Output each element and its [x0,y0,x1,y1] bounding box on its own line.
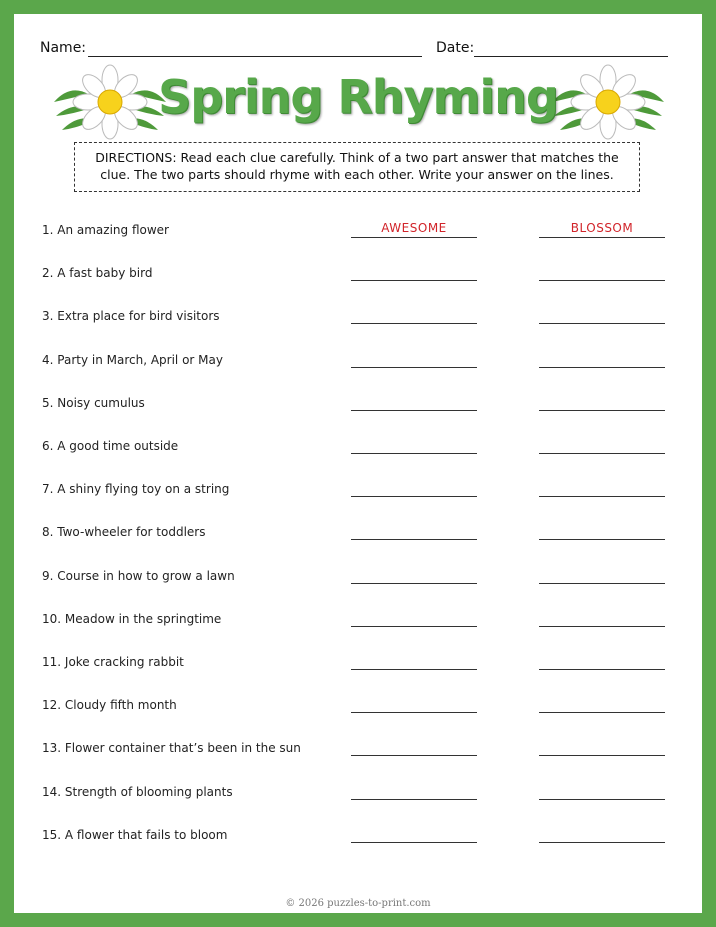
clue-row [42,435,682,459]
name-date-line [40,40,670,62]
clue-row [42,521,682,545]
clue-row [42,824,682,848]
answer-part-1-field[interactable] [351,737,477,756]
answer-part-1-field[interactable] [351,694,477,713]
clue-row [42,262,682,286]
page-title: Spring Rhyming [158,70,558,124]
clue-row [42,737,682,761]
answer-part-2-field[interactable] [539,608,665,627]
clue-text: 12. Cloudy fifth month [42,698,177,713]
answer-part-1-field[interactable] [351,608,477,627]
answer-part-1-field[interactable] [351,521,477,540]
clue-text: 1. An amazing flower [42,223,169,237]
clue-text: 13. Flower container that’s been in the sun [42,741,301,756]
clue-text: 5. Noisy cumulus [42,395,145,410]
clue-text: 9. Course in how to grow a lawn [42,568,235,583]
answer-part-2-field[interactable] [539,824,665,843]
clue-row [42,565,682,589]
clue-text: 4. Party in March, April or May [42,352,223,367]
answer-part-1-field[interactable] [351,435,477,454]
worksheet-page [14,14,702,913]
answer-part-2-field[interactable] [539,349,665,368]
clue-text: 11. Joke cracking rabbit [42,655,184,669]
clue-text: 10. Meadow in the springtime [42,611,222,626]
clue-text: 3. Extra place for bird visitors [42,309,220,324]
clue-row [42,608,682,632]
clue-text: 2. A fast baby bird [42,266,153,281]
answer-part-1-field[interactable] [351,349,477,368]
clue-row [42,694,682,718]
clue-text: 14. Strength of blooming plants [42,784,233,799]
name-field[interactable] [88,56,422,57]
date-label: Date: [436,40,475,56]
answer-part-1-field[interactable] [351,824,477,843]
clue-row [42,781,682,805]
answer-part-2-field[interactable] [539,305,665,324]
clue-text: 7. A shiny flying toy on a string [42,482,230,497]
name-label: Name: [40,40,87,56]
answer-part-2-field[interactable] [539,565,665,584]
answer-part-1-field[interactable] [351,781,477,800]
answer-part-1-field[interactable] [351,305,477,324]
date-field[interactable] [474,56,668,57]
answer-part-2-field[interactable] [539,262,665,281]
copyright-footer: © 2026 puzzles-to-print.com [285,898,431,909]
clue-row [42,305,682,329]
answer-part-2-field[interactable] [539,651,665,670]
answer-part-1-field[interactable] [351,651,477,670]
answer-part-1-field[interactable] [351,478,477,497]
answer-part-2-field[interactable] [539,392,665,411]
answer-part-1-field[interactable] [351,392,477,411]
answer-part-2-field[interactable] [539,781,665,800]
clue-row [42,392,682,416]
answer-part-2-field[interactable]: BLOSSOM [539,219,665,238]
clue-row [42,651,682,675]
clue-text: 8. Two-wheeler for toddlers [42,525,206,540]
clue-row [42,349,682,373]
answer-part-1-field[interactable] [351,565,477,584]
clue-row [42,478,682,502]
answer-part-2-field[interactable] [539,737,665,756]
answer-part-1-field[interactable]: AWESOME [351,219,477,238]
answer-part-2-field[interactable] [539,521,665,540]
directions-box: DIRECTIONS: Read each clue carefully. Think of a two part answer that matches the clue. The two parts should rhyme with each other. Write your answer on the lines. [74,142,640,192]
answer-part-1-field[interactable] [351,262,477,281]
answer-part-2-field[interactable] [539,435,665,454]
clue-text: 15. A flower that fails to bloom [42,827,228,842]
answer-part-2-field[interactable] [539,478,665,497]
answer-part-2-field[interactable] [539,694,665,713]
clue-text: 6. A good time outside [42,439,179,453]
clue-row [42,219,682,243]
